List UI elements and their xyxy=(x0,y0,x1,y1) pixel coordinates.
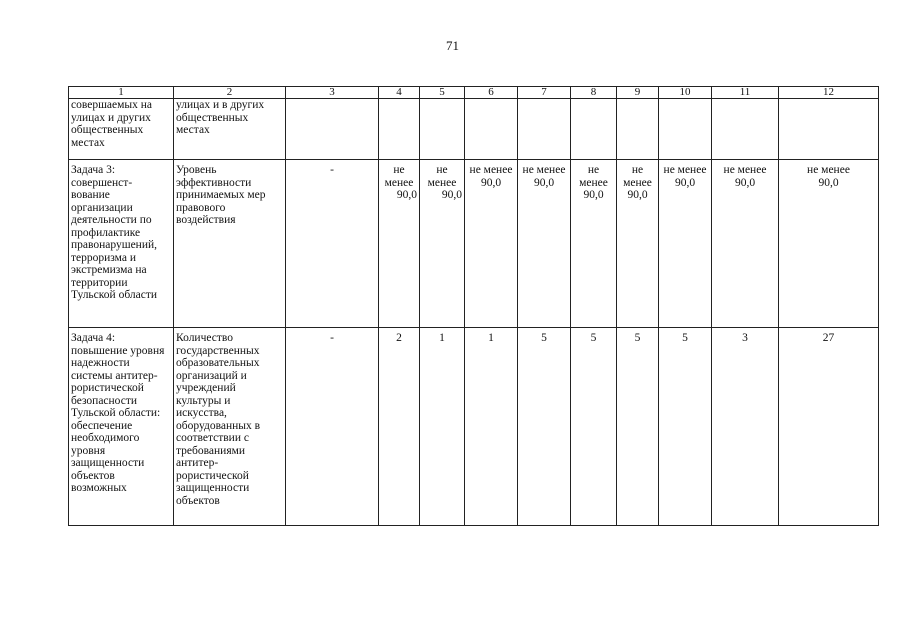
value-number: 90,0 xyxy=(734,176,756,189)
value-number: 90,0 xyxy=(818,176,839,189)
table-header-row xyxy=(69,87,879,99)
value-cell: 3 xyxy=(712,328,779,526)
value-number: 90,0 xyxy=(627,189,648,201)
header-cell: 12 xyxy=(779,87,879,99)
value-cell xyxy=(617,99,659,160)
task-cell: Задача 4: повышение уровня надежности системы антитер-рористической безопасности Тульской области: обеспечение необходимого уровня защищенности объектов возможных xyxy=(69,328,174,526)
value-prefix: не менее xyxy=(663,164,707,176)
value-number: 90,0 xyxy=(441,189,462,201)
value-cell xyxy=(379,99,420,160)
value-number: 90,0 xyxy=(674,176,696,189)
table-row xyxy=(69,160,879,328)
value-cell: 5 xyxy=(617,328,659,526)
value-cell xyxy=(779,99,879,160)
header-cell: 8 xyxy=(571,87,617,99)
value-cell xyxy=(518,99,571,160)
value-cell xyxy=(659,99,712,160)
value-number: 90,0 xyxy=(583,189,604,201)
value-cell xyxy=(712,99,779,160)
value-cell xyxy=(420,160,465,328)
value-cell xyxy=(465,160,518,328)
dash-cell: - xyxy=(286,328,379,526)
value-cell xyxy=(379,160,420,328)
header-cell: 4 xyxy=(379,87,420,99)
value-cell: 1 xyxy=(465,328,518,526)
value-cell xyxy=(465,99,518,160)
header-cell: 9 xyxy=(617,87,659,99)
value-number: 90,0 xyxy=(533,176,555,189)
indicator-cell: Количество государственных образовательных организаций и учреждений культуры и искусства, оборудованных в соответствии с требованиями антитер-рористической защищенности объектов xyxy=(174,328,286,526)
table-row xyxy=(69,328,879,526)
indicator-cell: улицах и в других общественных местах xyxy=(174,99,286,160)
header-cell: 10 xyxy=(659,87,712,99)
value-cell: 5 xyxy=(659,328,712,526)
value-cell xyxy=(518,160,571,328)
value-cell xyxy=(779,160,879,328)
value-cell xyxy=(617,160,659,328)
value-prefix: не менее xyxy=(522,164,566,176)
page-number: 71 xyxy=(446,38,459,53)
value-cell: 2 xyxy=(379,328,420,526)
header-cell: 5 xyxy=(420,87,465,99)
value-cell xyxy=(571,160,617,328)
value-cell: 1 xyxy=(420,328,465,526)
value-cell xyxy=(659,160,712,328)
value-prefix: не менее xyxy=(469,164,513,176)
task-cell: совершаемых на улицах и других общественных местах xyxy=(69,99,174,160)
value-cell xyxy=(286,99,379,160)
value-prefix: не менее xyxy=(579,164,608,189)
task-cell: Задача 3: совершенст-вование организации деятельности по профилактике правонарушений, терроризма и экстремизма на территории Тульской области xyxy=(69,160,174,328)
header-cell: 2 xyxy=(174,87,286,99)
value-number: 90,0 xyxy=(396,189,417,201)
header-cell: 11 xyxy=(712,87,779,99)
value-prefix: не менее xyxy=(723,164,767,176)
value-prefix: не менее xyxy=(384,164,414,189)
value-cell: 27 xyxy=(779,328,879,526)
value-prefix: не менее xyxy=(427,164,457,189)
header-cell: 6 xyxy=(465,87,518,99)
value-cell: 5 xyxy=(518,328,571,526)
dash-cell: - xyxy=(286,160,379,328)
value-cell xyxy=(712,160,779,328)
value-number: 90,0 xyxy=(480,176,502,189)
value-cell xyxy=(571,99,617,160)
value-cell: 5 xyxy=(571,328,617,526)
header-cell: 7 xyxy=(518,87,571,99)
header-cell: 3 xyxy=(286,87,379,99)
header-cell: 1 xyxy=(69,87,174,99)
value-prefix: не менее xyxy=(623,164,652,189)
value-prefix: не менее xyxy=(807,164,850,176)
indicator-cell: Уровень эффективности принимаемых мер правового воздействия xyxy=(174,160,286,328)
value-cell xyxy=(420,99,465,160)
indicators-table xyxy=(68,86,879,526)
table-row xyxy=(69,99,879,160)
